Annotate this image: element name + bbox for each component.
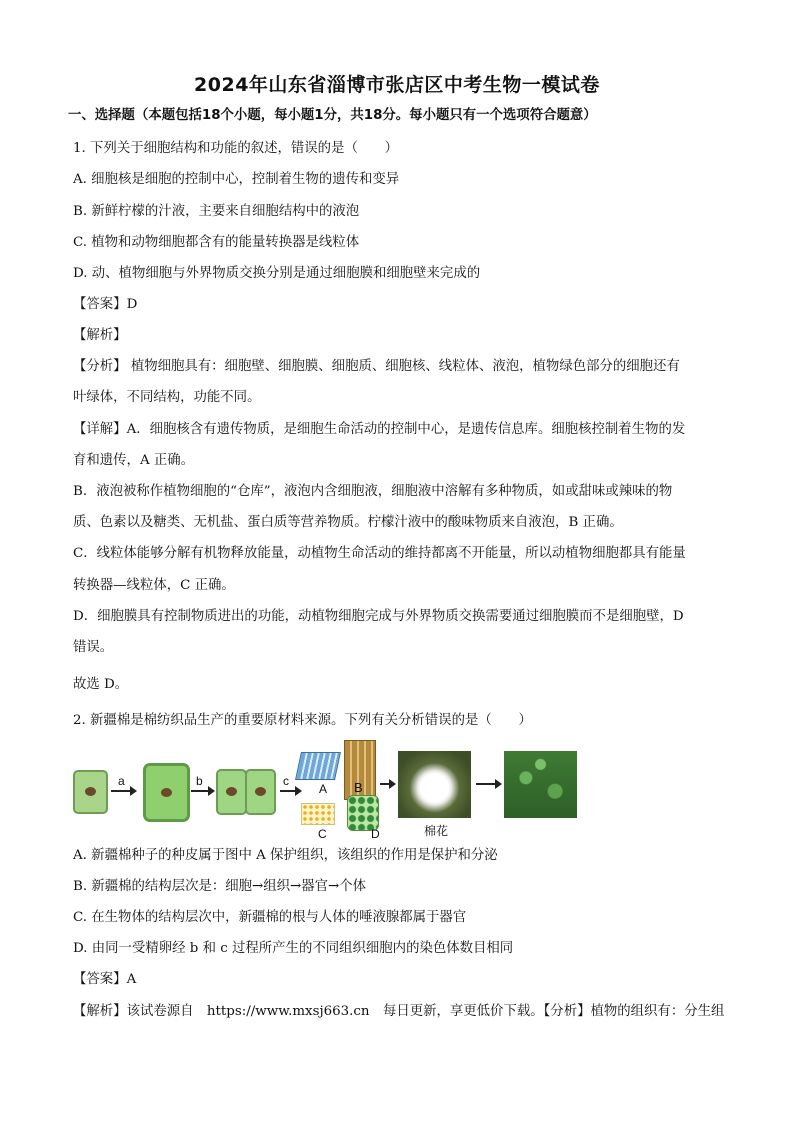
analysis-tag: 【解析】 (73, 1004, 127, 1019)
q1-xiangjie-line-5: C．线粒体能够分解有机物释放能量，动植物生命活动的维持都离不开能量，所以动植物细胞都具有能量 (73, 546, 686, 561)
arrow-b-icon (191, 790, 213, 792)
label-tissue-d: D (371, 827, 380, 841)
fenxi-tag: 【分析】 (73, 359, 127, 374)
answer-tag: 【答案】 (73, 297, 127, 312)
q1-option-b: B. 新鲜柠檬的汁液，主要来自细胞结构中的液泡 (73, 204, 360, 219)
q1-option-a: A. 细胞核是细胞的控制中心，控制着生物的遗传和变异 (73, 172, 400, 187)
arrow-a-icon (111, 790, 135, 792)
divided-cell-right (245, 769, 276, 815)
section-heading: 一、选择题（本题包括18个小题，每小题1分，共18分。每小题只有一个选项符合题意） (68, 108, 597, 123)
cotton-boll-photo (398, 751, 471, 818)
nutritive-tissue-image (301, 803, 335, 825)
answer-tag: 【答案】 (73, 972, 127, 987)
q2-stem: 2. 新疆棉是棉纺织品生产的重要原材料来源。下列有关分析错误的是（ ） (73, 713, 532, 728)
q2-analysis (73, 1002, 724, 1022)
arrow-c-icon (280, 790, 300, 792)
q1-answer (73, 295, 137, 315)
q1-xiangjie-line-8: 错误。 (73, 640, 114, 655)
q1-analysis-tag: 【解析】 (73, 328, 127, 343)
label-b: b (196, 774, 203, 788)
fertilized-egg-cell (73, 770, 108, 814)
divided-cell-left (216, 769, 247, 815)
arrow-to-cotton-icon (380, 783, 394, 785)
label-a: a (118, 774, 125, 788)
arrow-to-plant-icon (476, 783, 500, 785)
q1-xiangjie-line-1: 【详解】A．细胞核含有遗传物质，是细胞生命活动的控制中心，是遗传信息库。细胞核控制着生物的发 (73, 422, 686, 437)
answer-value: A (126, 972, 137, 987)
label-tissue-c: C (318, 827, 327, 841)
xiangjie-tag: 【详解】 (73, 422, 127, 437)
label-tissue-a: A (319, 782, 328, 796)
grown-cell (143, 763, 190, 822)
meristem-tissue-image (347, 795, 379, 831)
q1-xiangjie-line-4: 质、色素以及糖类、无机盐、蛋白质等营养物质。柠檬汁液中的酸味物质来自液泡，B 正确。 (73, 515, 623, 530)
q2-option-d: D. 由同一受精卵经 b 和 c 过程所产生的不同组织细胞内的染色体数目相同 (73, 941, 514, 956)
q1-conclusion: 故选 D。 (73, 677, 129, 692)
q1-option-d: D. 动、植物细胞与外界物质交换分别是通过细胞膜和细胞壁来完成的 (73, 266, 481, 281)
q1-fenxi-line-1: 【分析】 植物细胞具有：细胞壁、细胞膜、细胞质、细胞核、线粒体、液泡，植物绿色部分的细胞还有 (73, 359, 680, 374)
answer-value: D (126, 297, 138, 312)
q2-answer (73, 970, 136, 990)
q1-xiangjie-line-2: 育和遗传，A 正确。 (73, 453, 195, 468)
label-tissue-b: B (354, 780, 363, 795)
q2-option-b: B. 新疆棉的结构层次是：细胞→组织→器官→个体 (73, 879, 367, 894)
q1-xiangjie-line-7: D．细胞膜具有控制物质进出的功能，动植物细胞完成与外界物质交换需要通过细胞膜而不是细胞壁，D (73, 609, 684, 624)
q1-xiangjie-line-6: 转换器—线粒体，C 正确。 (73, 578, 235, 593)
q2-option-c: C. 在生物体的结构层次中，新疆棉的根与人体的唾液腺都属于器官 (73, 910, 467, 925)
label-c: c (283, 774, 289, 788)
analysis-text: 该试卷源自 https://www.mxsj663.cn 每日更新，享更低价下载。【分析】植物的组织有：分生组 (126, 1004, 725, 1019)
q1-option-c: C. 植物和动物细胞都含有的能量转换器是线粒体 (73, 235, 360, 250)
cotton-development-figure (73, 740, 593, 840)
page-title: 2024年山东省淄博市张店区中考生物一模试卷 (194, 74, 600, 96)
q1-xiangjie-line-3: B．液泡被称作植物细胞的“仓库”，液泡内含细胞液，细胞液中溶解有多种物质，如或甜味或辣味的物 (73, 484, 673, 499)
q1-fenxi-line-2: 叶绿体，不同结构，功能不同。 (73, 390, 261, 405)
q1-stem: 1. 下列关于细胞结构和功能的叙述，错误的是（ ） (73, 141, 399, 156)
q2-option-a: A. 新疆棉种子的种皮属于图中 A 保护组织，该组织的作用是保护和分泌 (73, 848, 498, 863)
label-cotton: 棉花 (424, 824, 449, 838)
cotton-plant-photo (504, 751, 577, 818)
protective-tissue-image (295, 752, 341, 780)
